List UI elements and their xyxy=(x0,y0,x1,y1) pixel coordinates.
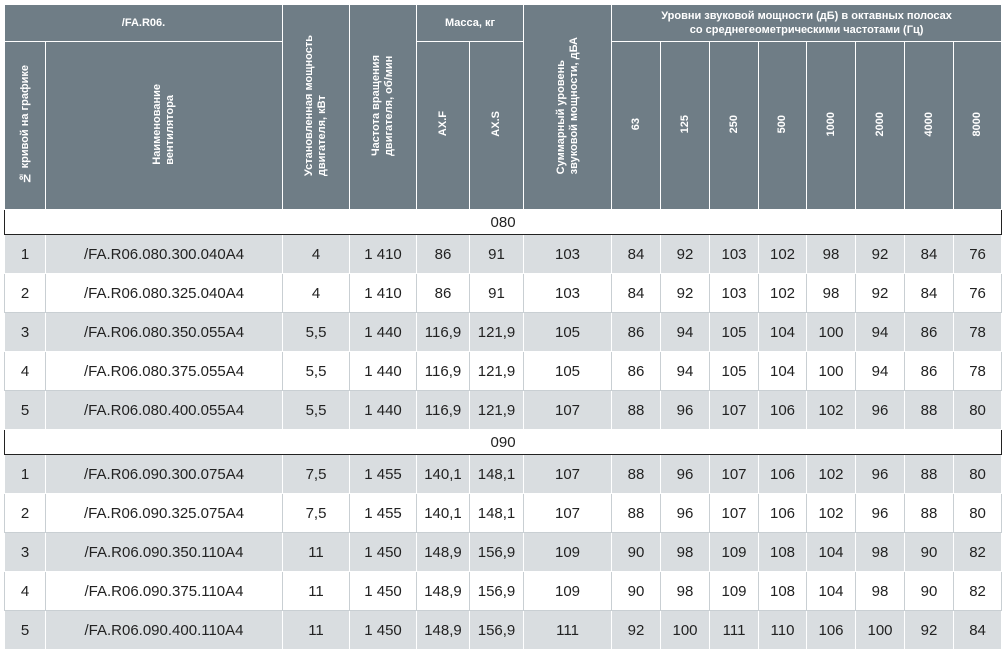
octave-level-cell: 94 xyxy=(856,352,905,391)
octave-level-cell: 84 xyxy=(612,274,661,313)
fan-name-cell: /FA.R06.090.325.075A4 xyxy=(46,494,283,533)
fan-name-cell: /FA.R06.080.350.055A4 xyxy=(46,313,283,352)
octave-level-cell: 106 xyxy=(759,391,807,430)
mass-axs-cell: 148,1 xyxy=(470,455,524,494)
octave-level-cell: 102 xyxy=(807,494,856,533)
octave-level-cell: 86 xyxy=(612,313,661,352)
mass-axf-cell: 86 xyxy=(417,235,470,274)
octave-group-header: Уровни звуковой мощности (дБ) в октавных полосах со среднегеометрическими частотами (Гц) xyxy=(612,5,1002,42)
fan-name-cell: /FA.R06.080.375.055A4 xyxy=(46,352,283,391)
octave-level-cell: 104 xyxy=(759,313,807,352)
mass-axf-cell: 116,9 xyxy=(417,391,470,430)
total-sound-cell: 107 xyxy=(524,455,612,494)
curve-number-cell: 1 xyxy=(5,235,46,274)
octave-level-cell: 107 xyxy=(710,494,759,533)
octave-level-cell: 102 xyxy=(759,274,807,313)
mass-axs-cell: 156,9 xyxy=(470,611,524,650)
octave-level-cell: 88 xyxy=(905,455,954,494)
octave-level-cell: 100 xyxy=(807,352,856,391)
mass-axs-cell: 148,1 xyxy=(470,494,524,533)
curve-number-cell: 2 xyxy=(5,274,46,313)
octave-level-cell: 104 xyxy=(759,352,807,391)
octave-level-cell: 106 xyxy=(759,494,807,533)
speed-cell: 1 440 xyxy=(350,391,417,430)
table-row xyxy=(5,455,1002,494)
speed-cell: 1 450 xyxy=(350,611,417,650)
octave-level-cell: 86 xyxy=(905,352,954,391)
total-sound-cell: 109 xyxy=(524,533,612,572)
fan-name-cell: /FA.R06.080.400.055A4 xyxy=(46,391,283,430)
mass-axf-cell: 116,9 xyxy=(417,313,470,352)
octave-level-cell: 84 xyxy=(612,235,661,274)
power-cell: 11 xyxy=(283,572,350,611)
fan-name-header: Наименование вентилятора xyxy=(46,42,283,210)
octave-level-cell: 94 xyxy=(856,313,905,352)
octave-level-cell: 94 xyxy=(661,352,710,391)
mass-axs-cell: 156,9 xyxy=(470,533,524,572)
power-cell: 11 xyxy=(283,533,350,572)
octave-level-cell: 92 xyxy=(856,274,905,313)
mass-axs-header: AX.S xyxy=(470,42,524,210)
speed-cell: 1 440 xyxy=(350,352,417,391)
freq-header: 250 xyxy=(710,42,759,210)
octave-level-cell: 102 xyxy=(759,235,807,274)
freq-header: 1000 xyxy=(807,42,856,210)
total-sound-cell: 107 xyxy=(524,391,612,430)
octave-level-cell: 104 xyxy=(807,572,856,611)
octave-level-cell: 96 xyxy=(856,391,905,430)
freq-header: 125 xyxy=(661,42,710,210)
freq-header: 4000 xyxy=(905,42,954,210)
total-sound-cell: 107 xyxy=(524,494,612,533)
group-row xyxy=(5,430,1002,455)
octave-level-cell: 80 xyxy=(954,391,1002,430)
octave-level-cell: 102 xyxy=(807,391,856,430)
octave-level-cell: 84 xyxy=(954,611,1002,650)
curve-number-cell: 3 xyxy=(5,533,46,572)
fan-name-cell: /FA.R06.090.350.110A4 xyxy=(46,533,283,572)
power-header: Установленная мощность двигателя, кВт xyxy=(283,5,350,210)
octave-level-cell: 109 xyxy=(710,572,759,611)
mass-axf-header: AX.F xyxy=(417,42,470,210)
speed-cell: 1 455 xyxy=(350,494,417,533)
mass-axs-cell: 121,9 xyxy=(470,391,524,430)
octave-level-cell: 76 xyxy=(954,274,1002,313)
table-row xyxy=(5,572,1002,611)
curve-number-cell: 1 xyxy=(5,455,46,494)
octave-level-cell: 78 xyxy=(954,352,1002,391)
fan-spec-table xyxy=(4,4,1002,650)
mass-axf-cell: 148,9 xyxy=(417,611,470,650)
octave-level-cell: 98 xyxy=(856,533,905,572)
octave-level-cell: 78 xyxy=(954,313,1002,352)
fan-name-cell: /FA.R06.080.300.040A4 xyxy=(46,235,283,274)
group-label: 090 xyxy=(5,430,1002,455)
freq-header: 63 xyxy=(612,42,661,210)
mass-axs-cell: 121,9 xyxy=(470,313,524,352)
model-group-header: /FA.R06. xyxy=(5,5,283,42)
octave-level-cell: 109 xyxy=(710,533,759,572)
speed-header: Частота вращения двигателя, об/мин xyxy=(350,5,417,210)
curve-number-cell: 5 xyxy=(5,611,46,650)
table-row xyxy=(5,352,1002,391)
octave-level-cell: 100 xyxy=(856,611,905,650)
octave-level-cell: 108 xyxy=(759,533,807,572)
curve-number-cell: 4 xyxy=(5,352,46,391)
power-cell: 5,5 xyxy=(283,391,350,430)
speed-cell: 1 455 xyxy=(350,455,417,494)
octave-level-cell: 88 xyxy=(905,494,954,533)
octave-level-cell: 80 xyxy=(954,494,1002,533)
power-cell: 11 xyxy=(283,611,350,650)
octave-level-cell: 84 xyxy=(905,274,954,313)
power-cell: 7,5 xyxy=(283,494,350,533)
octave-level-cell: 82 xyxy=(954,572,1002,611)
total-sound-header: Суммарный уровень звуковой мощности, дБА xyxy=(524,5,612,210)
curve-number-cell: 2 xyxy=(5,494,46,533)
total-sound-cell: 111 xyxy=(524,611,612,650)
total-sound-cell: 105 xyxy=(524,352,612,391)
octave-level-cell: 100 xyxy=(661,611,710,650)
octave-level-cell: 105 xyxy=(710,352,759,391)
power-cell: 5,5 xyxy=(283,352,350,391)
mass-group-header: Масса, кг xyxy=(417,5,524,42)
octave-level-cell: 108 xyxy=(759,572,807,611)
octave-level-cell: 98 xyxy=(661,572,710,611)
group-row xyxy=(5,210,1002,235)
curve-number-cell: 5 xyxy=(5,391,46,430)
mass-axf-cell: 86 xyxy=(417,274,470,313)
octave-level-cell: 76 xyxy=(954,235,1002,274)
speed-cell: 1 450 xyxy=(350,533,417,572)
power-cell: 7,5 xyxy=(283,455,350,494)
octave-level-cell: 106 xyxy=(759,455,807,494)
table-row xyxy=(5,235,1002,274)
octave-level-cell: 92 xyxy=(856,235,905,274)
mass-axf-cell: 148,9 xyxy=(417,572,470,611)
power-cell: 4 xyxy=(283,274,350,313)
octave-level-cell: 96 xyxy=(856,494,905,533)
octave-level-cell: 103 xyxy=(710,235,759,274)
freq-header: 500 xyxy=(759,42,807,210)
octave-level-cell: 107 xyxy=(710,455,759,494)
power-cell: 4 xyxy=(283,235,350,274)
total-sound-cell: 105 xyxy=(524,313,612,352)
octave-level-cell: 92 xyxy=(661,235,710,274)
fan-name-cell: /FA.R06.090.400.110A4 xyxy=(46,611,283,650)
speed-cell: 1 410 xyxy=(350,235,417,274)
octave-level-cell: 102 xyxy=(807,455,856,494)
octave-level-cell: 86 xyxy=(612,352,661,391)
table-header xyxy=(5,5,1002,210)
fan-name-cell: /FA.R06.080.325.040A4 xyxy=(46,274,283,313)
curve-number-cell: 3 xyxy=(5,313,46,352)
octave-level-cell: 104 xyxy=(807,533,856,572)
octave-level-cell: 96 xyxy=(661,455,710,494)
freq-header: 8000 xyxy=(954,42,1002,210)
fan-name-cell: /FA.R06.090.375.110A4 xyxy=(46,572,283,611)
octave-level-cell: 86 xyxy=(905,313,954,352)
speed-cell: 1 450 xyxy=(350,572,417,611)
mass-axs-cell: 91 xyxy=(470,235,524,274)
total-sound-cell: 103 xyxy=(524,235,612,274)
octave-level-cell: 90 xyxy=(612,572,661,611)
octave-level-cell: 103 xyxy=(710,274,759,313)
octave-level-cell: 80 xyxy=(954,455,1002,494)
table-row xyxy=(5,391,1002,430)
mass-axf-cell: 116,9 xyxy=(417,352,470,391)
curve-number-cell: 4 xyxy=(5,572,46,611)
octave-level-cell: 92 xyxy=(661,274,710,313)
mass-axs-cell: 91 xyxy=(470,274,524,313)
octave-level-cell: 96 xyxy=(661,391,710,430)
octave-level-cell: 90 xyxy=(905,572,954,611)
octave-level-cell: 105 xyxy=(710,313,759,352)
total-sound-cell: 103 xyxy=(524,274,612,313)
mass-axs-cell: 121,9 xyxy=(470,352,524,391)
octave-level-cell: 106 xyxy=(807,611,856,650)
octave-level-cell: 96 xyxy=(856,455,905,494)
octave-level-cell: 88 xyxy=(905,391,954,430)
mass-axf-cell: 140,1 xyxy=(417,494,470,533)
octave-level-cell: 88 xyxy=(612,494,661,533)
table-row xyxy=(5,494,1002,533)
power-cell: 5,5 xyxy=(283,313,350,352)
speed-cell: 1 440 xyxy=(350,313,417,352)
octave-level-cell: 84 xyxy=(905,235,954,274)
octave-level-cell: 82 xyxy=(954,533,1002,572)
octave-level-cell: 98 xyxy=(856,572,905,611)
octave-level-cell: 98 xyxy=(807,274,856,313)
mass-axf-cell: 140,1 xyxy=(417,455,470,494)
table-body xyxy=(5,210,1002,650)
octave-level-cell: 88 xyxy=(612,391,661,430)
octave-level-cell: 94 xyxy=(661,313,710,352)
octave-level-cell: 90 xyxy=(612,533,661,572)
curve-number-header: № кривой на графике xyxy=(5,42,46,210)
octave-level-cell: 98 xyxy=(807,235,856,274)
octave-level-cell: 107 xyxy=(710,391,759,430)
octave-level-cell: 98 xyxy=(661,533,710,572)
freq-header: 2000 xyxy=(856,42,905,210)
octave-level-cell: 96 xyxy=(661,494,710,533)
mass-axf-cell: 148,9 xyxy=(417,533,470,572)
table-row xyxy=(5,313,1002,352)
group-label: 080 xyxy=(5,210,1002,235)
octave-level-cell: 90 xyxy=(905,533,954,572)
octave-level-cell: 111 xyxy=(710,611,759,650)
fan-name-cell: /FA.R06.090.300.075A4 xyxy=(46,455,283,494)
octave-level-cell: 88 xyxy=(612,455,661,494)
octave-level-cell: 92 xyxy=(905,611,954,650)
octave-level-cell: 100 xyxy=(807,313,856,352)
table-row xyxy=(5,533,1002,572)
mass-axs-cell: 156,9 xyxy=(470,572,524,611)
speed-cell: 1 410 xyxy=(350,274,417,313)
octave-level-cell: 110 xyxy=(759,611,807,650)
table-row xyxy=(5,611,1002,650)
octave-level-cell: 92 xyxy=(612,611,661,650)
total-sound-cell: 109 xyxy=(524,572,612,611)
table-row xyxy=(5,274,1002,313)
